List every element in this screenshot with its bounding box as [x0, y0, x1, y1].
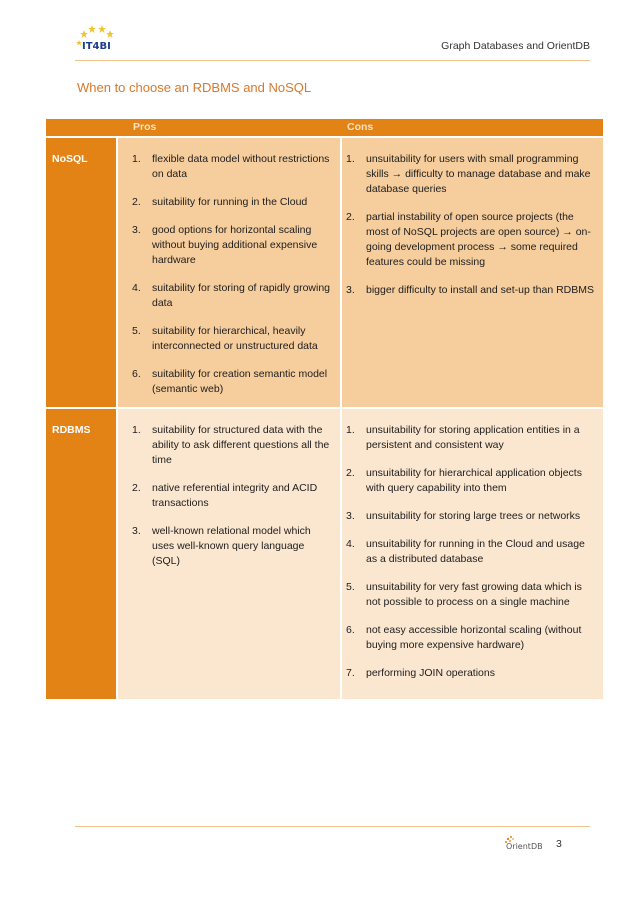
list-item-text: unsuitability for storing large trees or networks [366, 510, 581, 522]
list-item [342, 623, 597, 653]
orientdb-logo [502, 832, 554, 854]
list-item [118, 152, 334, 182]
list-item-number: 6. [346, 624, 355, 636]
list-item-number: 1. [346, 153, 355, 165]
row-header-cell [46, 409, 116, 699]
row-label-rdbms: RDBMS [52, 424, 91, 436]
list-item-number: 4. [132, 282, 141, 294]
list-item [118, 423, 334, 468]
list-item [342, 466, 597, 496]
list-item [342, 537, 597, 567]
header-title: Graph Databases and OrientDB [441, 40, 590, 52]
list-item-text: unsuitability for running in the Cloud and usage as a distributed database [366, 538, 585, 565]
list-item-text: flexible data model without restrictions on data [152, 153, 330, 180]
list-item-number: 3. [346, 284, 355, 296]
table-row-rdbms [46, 409, 603, 699]
rdbms-cons-cell [342, 409, 603, 699]
list-item [342, 580, 597, 610]
list-item-text: suitability for hierarchical, heavily interconnected or unstructured data [152, 325, 318, 352]
list-item [342, 666, 597, 681]
it4bi-logo [72, 22, 122, 58]
list-item-text: suitability for structured data with the ability to ask different questions all the time [152, 424, 330, 466]
list-item-text: bigger difficulty to install and set-up than RDBMS [366, 284, 595, 296]
list-item-number: 3. [132, 224, 141, 236]
nosql-pros-cell [118, 138, 340, 407]
list-item-text: well-known relational model which uses well-known query language (SQL) [152, 525, 311, 567]
list-item-text: unsuitability for hierarchical application objects with query capability into them [366, 467, 582, 494]
list-item [342, 283, 597, 298]
nosql-pros-list [118, 152, 334, 410]
svg-text:IT4BI: IT4BI [82, 41, 111, 52]
list-item-text: unsuitability for storing application entities in a persistent and consistent way [366, 424, 580, 451]
list-item-number: 5. [132, 325, 141, 337]
rdbms-pros-cell [118, 409, 340, 699]
list-item [342, 509, 597, 524]
list-item-text: suitability for storing of rapidly growing data [152, 282, 330, 309]
list-item [342, 152, 597, 197]
list-item-text: performing JOIN operations [366, 667, 495, 679]
list-item-number: 1. [132, 153, 141, 165]
list-item-number: 2. [132, 482, 141, 494]
list-item [118, 281, 334, 311]
svg-text:OrientDB: OrientDB [506, 842, 543, 851]
list-item [342, 210, 597, 270]
list-item-number: 3. [132, 525, 141, 537]
list-item [118, 223, 334, 268]
header-divider [75, 60, 590, 61]
list-item-text: native referential integrity and ACID transactions [152, 482, 318, 509]
list-item-text: partial instability of open source projects (the most of NoSQL projects are open source) → on-going development process → some required features could be missing [366, 211, 591, 268]
list-item-text: unsuitability for very fast growing data which is not possible to process on a single machine [366, 581, 582, 608]
list-item-number: 4. [346, 538, 355, 550]
list-item-number: 2. [346, 467, 355, 479]
section-heading: When to choose an RDBMS and NoSQL [77, 80, 312, 95]
list-item [118, 524, 334, 569]
comparison-table [46, 119, 603, 699]
list-item-number: 1. [132, 424, 141, 436]
nosql-cons-list [342, 152, 597, 311]
row-header-cell [46, 138, 116, 407]
list-item-text: suitability for creation semantic model (semantic web) [152, 368, 328, 395]
list-item-number: 1. [346, 424, 355, 436]
list-item [118, 324, 334, 354]
list-item-number: 3. [346, 510, 355, 522]
list-item [342, 423, 597, 453]
footer-divider [75, 826, 590, 827]
list-item-text: not easy accessible horizontal scaling (without buying more expensive hardware) [366, 624, 582, 651]
rdbms-cons-list [342, 423, 597, 694]
list-item-number: 6. [132, 368, 141, 380]
list-item-number: 7. [346, 667, 355, 679]
list-item [118, 195, 334, 210]
table-header-row [46, 119, 603, 136]
list-item-number: 2. [132, 196, 141, 208]
column-header-pros: Pros [133, 121, 157, 133]
table-row-nosql [46, 138, 603, 407]
list-item-text: good options for horizontal scaling without buying additional expensive hardware [152, 224, 318, 266]
list-item-number: 2. [346, 211, 355, 223]
nosql-cons-cell [342, 138, 603, 407]
list-item-text: unsuitability for users with small programming skills → difficulty to manage database and make database queries [366, 153, 591, 195]
list-item-number: 5. [346, 581, 355, 593]
column-header-cons: Cons [347, 121, 374, 133]
list-item [118, 481, 334, 511]
page-number: 3 [556, 838, 562, 850]
rdbms-pros-list [118, 423, 334, 582]
list-item-text: suitability for running in the Cloud [152, 196, 308, 208]
row-label-nosql: NoSQL [52, 153, 88, 165]
list-item [118, 367, 334, 397]
